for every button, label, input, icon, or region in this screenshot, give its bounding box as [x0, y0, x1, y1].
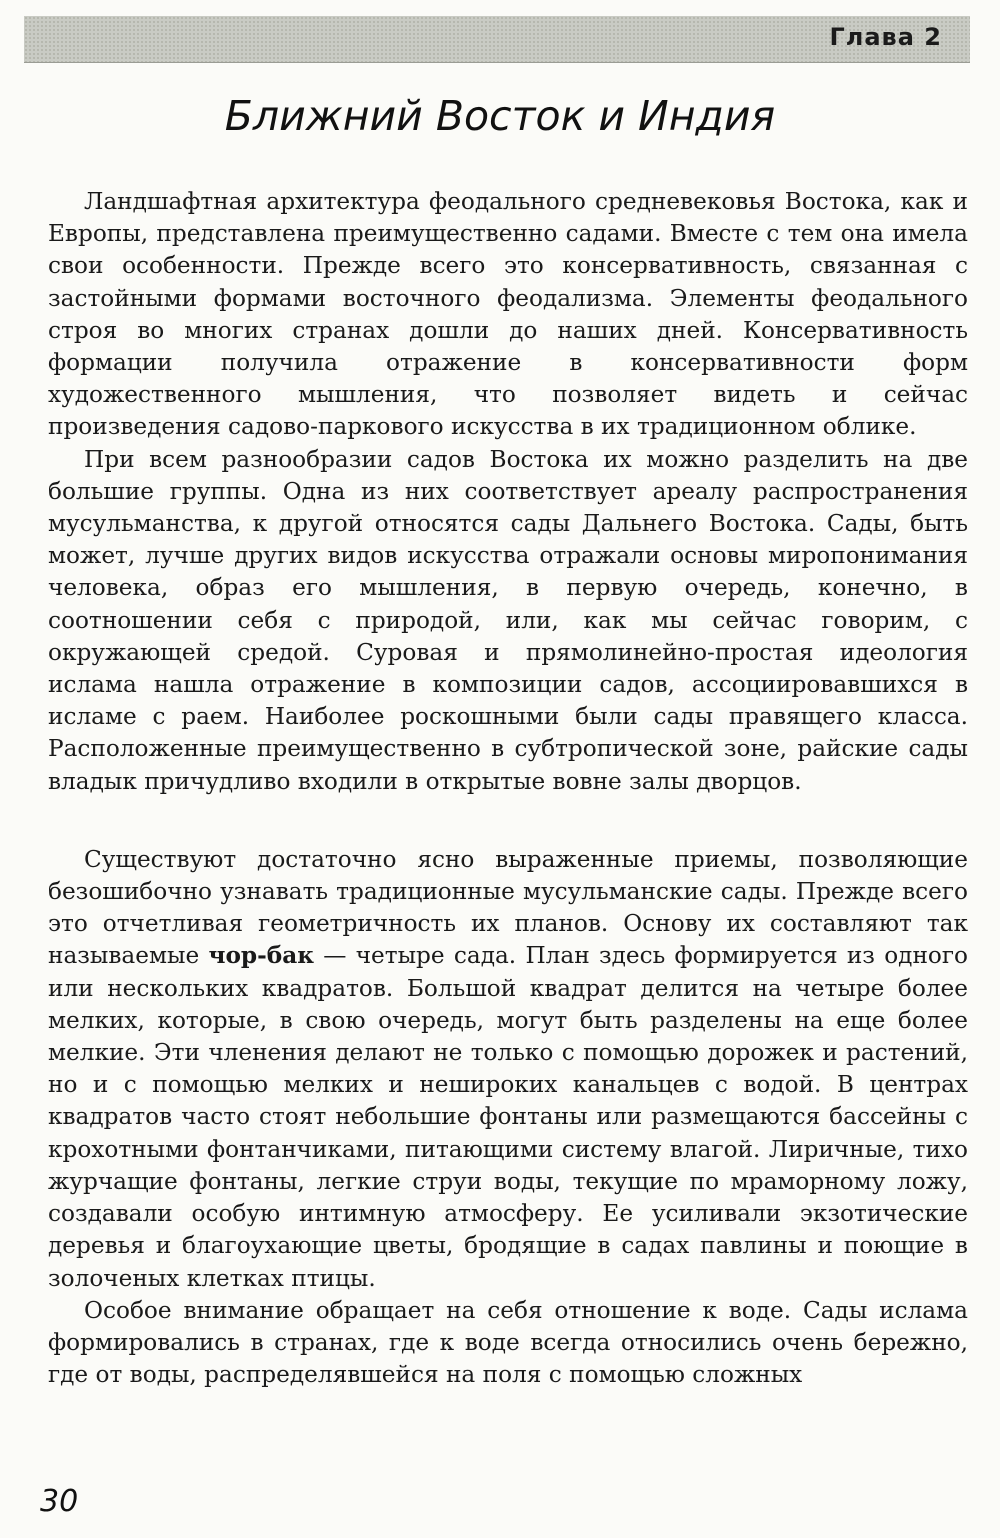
term-chor-bak: чор-бак: [208, 942, 314, 970]
paragraph-text: — четыре сада. План здесь формируется из одного или нескольких квадратов. Большой квадрат делится на четыре более мелких, которые, в свою очередь, могут быть разделены на еще более мелкие. Эти членения делают не только с помощью дорожек и растений, но и с помощью мелких и нешироких канальцев с водой. В центрах квадратов часто стоят небольшие фонтаны или размещаются бассейны с крохотными фонтанчиками, питающими систему влагой. Лиричные, тихо журчащие фонтаны, легкие струи воды, текущие по мраморному ложу, создавали особую интимную атмосферу. Ее усиливали экзотические деревья и благоухающие цветы, бродящие в садах павлины и поющие в золоченых клетках птицы.: [48, 942, 968, 1292]
page-title: Ближний Восток и Индия: [224, 92, 776, 140]
body-text: [48, 186, 968, 1391]
page-number: 30: [40, 1484, 79, 1519]
paragraph: Особое внимание обращает на себя отношение к воде. Сады ислама формировались в странах, где к воде всегда относились очень бережно, где от воды, распределявшейся на поля с помощью сложных: [48, 1296, 968, 1389]
paragraph: [48, 844, 968, 1295]
chapter-header-band: [24, 16, 970, 63]
paragraph: Ландшафтная архитектура феодального средневековья Востока, как и Европы, представлена преимущественно садами. Вместе с тем она имела свои особенности. Прежде всего это консервативность, связанная с застойными формами восточного феодализма. Элементы феодального строя во многих странах дошли до наших дней. Консервативность формации получила отражение в консервативности форм художественного мышления, что позволяет видеть и сейчас произведения садово-паркового искусства в их традиционном облике.: [48, 188, 968, 441]
paragraph: При всем разнообразии садов Востока их можно разделить на две большие группы. Одна из них соответствует ареалу распространения мусульманства, к другой относятся сады Дальнего Востока. Сады, быть может, лучше других видов искусства отражали основы миропонимания человека, образ его мышления, в первую очередь, конечно, в соотношении себя с природой, или, как мы сейчас говорим, с окружающей средой. Суровая и прямолинейно-простая идеология ислама нашла отражение в композиции садов, ассоциировавшихся в исламе с раем. Наиболее роскошными были сады правящего класса. Расположенные преимущественно в субтропической зоне, райские сады владык причудливо входили в открытые вовне залы дворцов.: [48, 445, 968, 795]
paragraph-text: Существуют достаточно ясно выраженные приемы, позволяющие безошибочно узнавать традиционные мусульманские сады. Прежде всего это отчетливая геометричность их планов. Основу их составляют так называемые: [48, 845, 968, 970]
chapter-label: Глава 2: [829, 23, 942, 51]
